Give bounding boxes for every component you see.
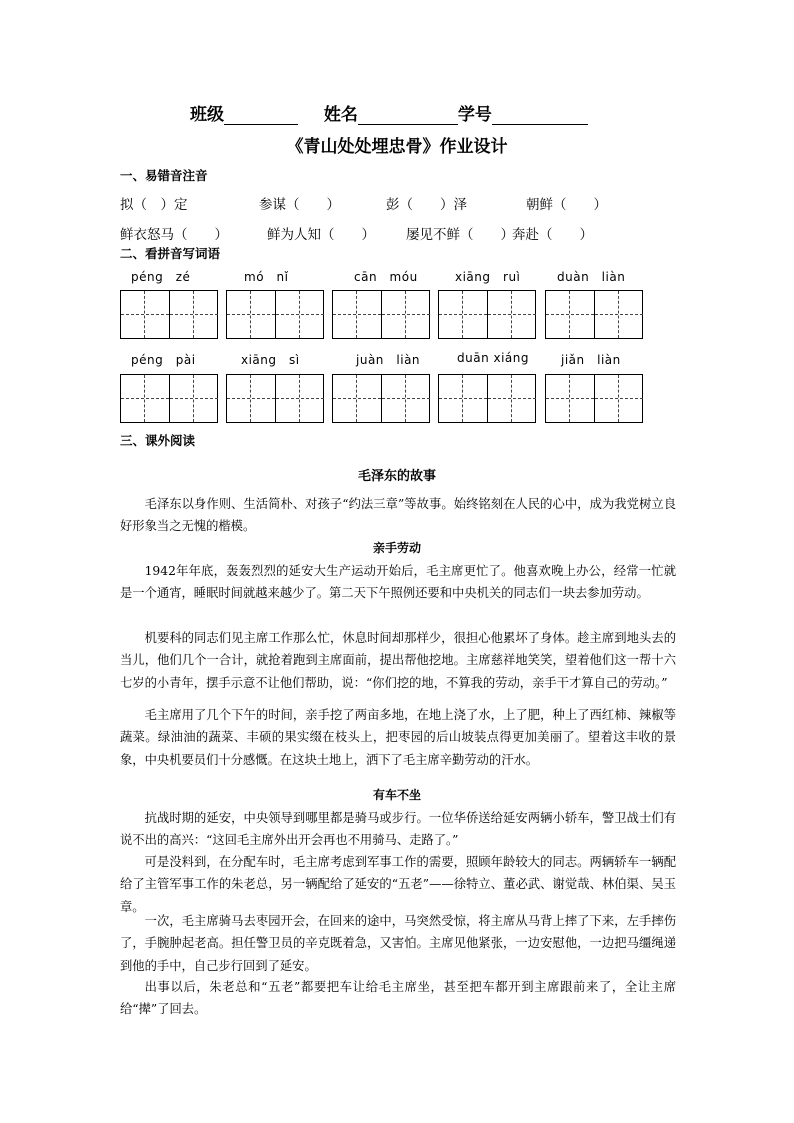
writing-grid[interactable] <box>120 290 218 339</box>
pinyin-question: 屡见不鲜（ ） <box>406 227 514 243</box>
pinyin-question: 鲜衣怒马（ ） <box>120 227 228 243</box>
class-label: 班级 <box>190 105 224 125</box>
pinyin-label: cān móu <box>354 270 418 284</box>
pinyin-label: duàn liàn <box>557 270 626 284</box>
story-paragraph: 出事以后，朱老总和“五老”都要把车让给毛主席坐，甚至把车都开到主席跟前来了，全让主席给“撵”了回去。 <box>120 980 676 1017</box>
story-paragraph: 一次，毛主席骑马去枣园开会，在回来的途中，马突然受惊，将主席从马背上摔了下来，左手摔伤了，手腕肿起老高。担任警卫员的辛克既着急，又害怕。主席见他紧张，一边安慰他，一边把马缰绳递到他的手中，自己步行回到了延安。 <box>120 914 676 973</box>
name-blank[interactable] <box>358 106 458 125</box>
name-label: 姓名 <box>323 105 358 125</box>
subsection-title: 有车不坐 <box>372 788 421 802</box>
pinyin-label: péng zé <box>131 270 191 284</box>
pinyin-label: péng pài <box>131 353 196 367</box>
pinyin-question: 参谋（ ） <box>259 197 340 213</box>
section2-heading: 二、看拼音写词语 <box>120 246 221 261</box>
class-blank[interactable] <box>224 106 298 125</box>
subsection-title: 亲手劳动 <box>372 541 421 555</box>
pinyin-question: 奔赴（ ） <box>512 227 593 243</box>
writing-grid[interactable] <box>438 290 536 339</box>
story-paragraph: 抗战时期的延安，中央领导到哪里都是骑马或步行。一位华侨送给延安两辆小轿车，警卫战士们有说不出的高兴：“这回毛主席外出开会再也不用骑马、走路了。” <box>120 811 676 848</box>
story-paragraph: 可是没料到，在分配车时，毛主席考虑到军事工作的需要，照顾年龄较大的同志。两辆轿车一辆配给了主管军事工作的朱老总，另一辆配给了延安的“五老”——徐特立、董必武、谢觉哉、林伯渠、吴玉章。 <box>120 855 676 914</box>
pinyin-question: 鲜为人知（ ） <box>267 227 375 243</box>
pinyin-question: 彭（ ）泽 <box>386 197 467 213</box>
story-paragraph: 机要科的同志们见主席工作那么忙，休息时间却那样少，很担心他累坏了身体。趁主席到地头去的当儿，他们几个一合计，就抢着跑到主席面前，提出帮他挖地。主席慈祥地笑笑，望着他们这一帮十六七岁的小青年，摆手示意不让他们帮助，说：“你们挖的地，不算我的劳动，亲手干才算自己的劳动。” <box>120 631 676 690</box>
pinyin-label: xiāng sì <box>241 353 300 367</box>
writing-grid[interactable] <box>332 290 430 339</box>
story-intro: 毛泽东以身作则、生活简朴、对孩子“约法三章”等故事。始终铭刻在人民的心中，成为我党树立良好形象当之无愧的楷模。 <box>120 497 676 534</box>
id-blank[interactable] <box>492 106 588 125</box>
writing-grid[interactable] <box>545 290 643 339</box>
section1-heading: 一、易错音注音 <box>120 168 208 183</box>
writing-grid[interactable] <box>120 374 218 423</box>
section3-heading: 三、课外阅读 <box>120 433 196 448</box>
id-label: 学号 <box>457 105 492 125</box>
writing-grid[interactable] <box>438 374 536 423</box>
pinyin-question: 拟（ ）定 <box>120 197 188 213</box>
pinyin-label: duān xiáng <box>457 351 530 365</box>
pinyin-label: juàn liàn <box>356 353 421 367</box>
writing-grid[interactable] <box>226 290 324 339</box>
pinyin-label: jiǎn liàn <box>561 353 621 367</box>
pinyin-label: xiāng ruì <box>455 270 521 284</box>
writing-grid[interactable] <box>545 374 643 423</box>
pinyin-label: mó nǐ <box>244 270 289 284</box>
writing-grid[interactable] <box>332 374 430 423</box>
story-title: 毛泽东的故事 <box>357 469 436 484</box>
writing-grid[interactable] <box>226 374 324 423</box>
story-paragraph: 毛主席用了几个下午的时间，亲手挖了两亩多地，在地上浇了水，上了肥，种上了西红柿、辣椒等蔬菜。绿油油的蔬菜、丰硕的果实缀在枝头上，把枣园的后山坡装点得更加美丽了。望着这丰收的景象，中央机要员们十分感慨。在这块土地上，洒下了毛主席辛勤劳动的汗水。 <box>120 708 676 767</box>
story-paragraph: 1942年年底，轰轰烈烈的延安大生产运动开始后，毛主席更忙了。他喜欢晚上办公，经常一忙就是一个通宵，睡眠时间就越来越少了。第二天下午照例还要和中央机关的同志们一块去参加劳动。 <box>120 564 676 601</box>
student-info-header <box>190 100 610 125</box>
document-title: 《青山处处埋忠骨》作业设计 <box>286 137 508 157</box>
pinyin-question: 朝鲜（ ） <box>526 197 607 213</box>
